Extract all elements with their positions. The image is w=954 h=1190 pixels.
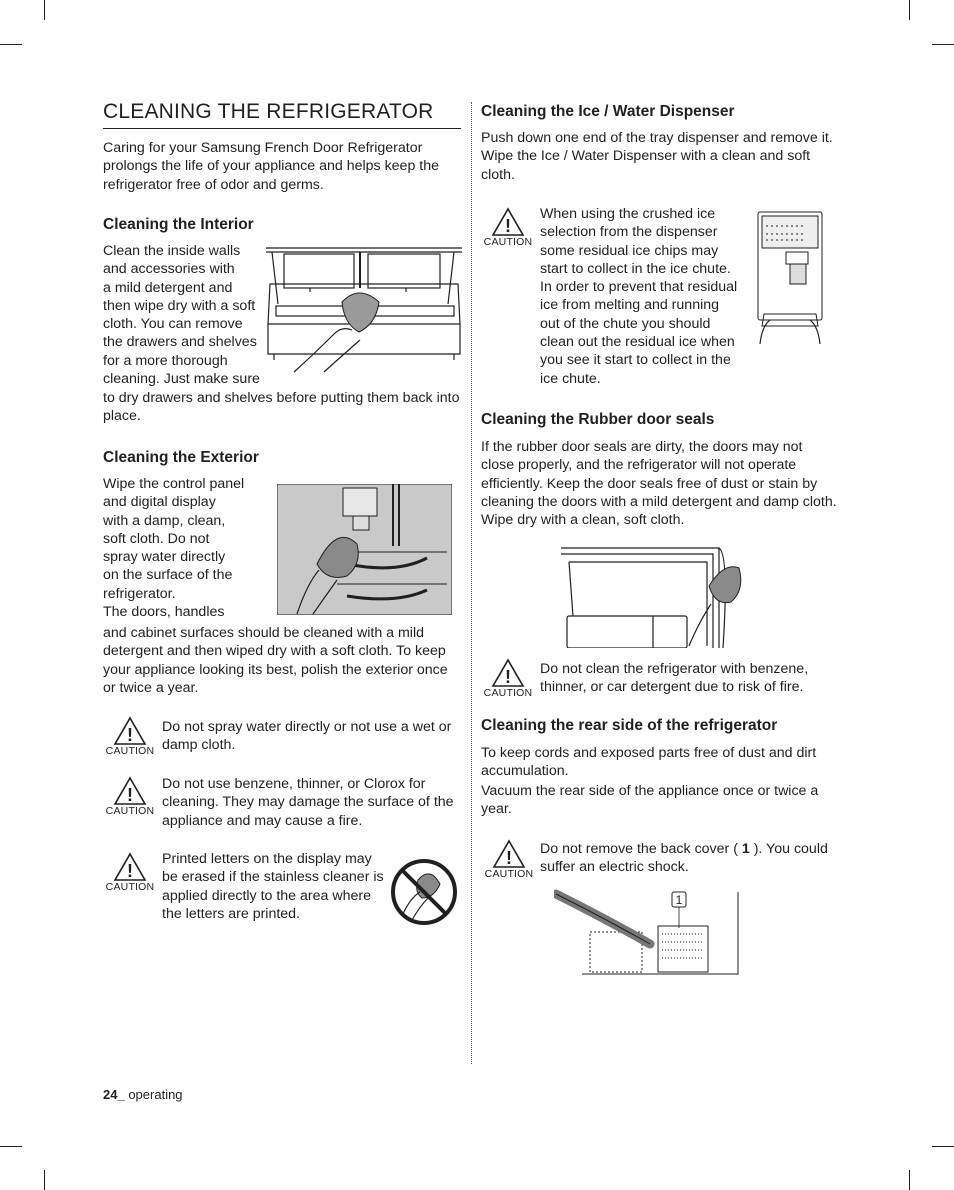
crop-mark: [932, 44, 954, 45]
caution-icon: ! CAUTION: [482, 658, 534, 698]
crop-mark: [909, 0, 910, 20]
svg-text:!: !: [506, 848, 512, 868]
svg-text:!: !: [127, 861, 133, 881]
caution-text: Do not remove the back cover ( 1 ). You could suffer an electric shock.: [540, 841, 828, 876]
caution-icon: ! CAUTION: [104, 776, 156, 816]
crop-mark: [44, 0, 45, 20]
prohibited-icon: [390, 858, 458, 926]
seals-illustration: [559, 546, 749, 648]
crop-mark: [909, 1170, 910, 1190]
page-footer: 24_ operating: [103, 1087, 183, 1102]
dispenser-text: Push down one end of the tray dispenser and remove it. Wipe the Ice / Water Dispenser with a clean and soft cloth.: [481, 130, 833, 183]
caution-icon: ! CAUTION: [482, 207, 534, 247]
caution-text: Do not clean the refrigerator with benzene, thinner, or car detergent due to risk of fire.: [540, 661, 809, 696]
interior-illustration: [264, 244, 464, 374]
exterior-illustration: [277, 484, 452, 615]
interior-text: Clean the inside walls and accessories with a mild detergent and then wipe dry with a soft cloth. You can remove the drawers and shelves for a more thorough cleaning. Just make sure: [103, 243, 260, 388]
interior-text-rest: to dry drawers and shelves before putting them back into place.: [103, 390, 460, 425]
callout-number: 1: [675, 893, 683, 907]
seals-heading: Cleaning the Rubber door seals: [481, 411, 715, 428]
exterior-heading: Cleaning the Exterior: [103, 449, 259, 466]
dispenser-illustration: [756, 210, 826, 348]
svg-text:!: !: [127, 785, 133, 805]
rear-text-1: To keep cords and exposed parts free of dust and dirt accumulation.: [481, 745, 817, 780]
crop-mark: [0, 1146, 22, 1147]
exterior-text: Wipe the control panel and digital display with a damp, clean, soft cloth. Do not spray water directly on the surface of the refrigerator. The doors, handles: [103, 476, 245, 621]
caution-icon: ! CAUTION: [483, 839, 535, 879]
column-divider: [471, 102, 472, 1064]
caution-text: Do not use benzene, thinner, or Clorox for cleaning. They may damage the surface of the appliance and may cause a fire.: [162, 776, 454, 829]
dispenser-heading: Cleaning the Ice / Water Dispenser: [481, 103, 735, 120]
crop-mark: [44, 1170, 45, 1190]
caution-text: Printed letters on the display may be erased if the stainless cleaner is applied directly to the area where the letters are printed.: [162, 851, 384, 922]
caution-text: When using the crushed ice selection from the dispenser some residual ice chips may start to collect in the ice chute. In order to prevent that residual ice from melting and running out of the chute you should clean out the residual ice when you see it start to collect in the ice chute.: [540, 206, 738, 387]
interior-heading: Cleaning the Interior: [103, 216, 254, 233]
page-title: CLEANING THE REFRIGERATOR: [103, 100, 461, 129]
svg-text:!: !: [505, 667, 511, 687]
seals-text: If the rubber door seals are dirty, the doors may not close properly, and the refrigerator will not operate efficiently. Keep the door seals free of dust or stain by cleaning the doors with a mild detergent and damp cloth. Wipe dry with a clean, soft cloth.: [481, 439, 837, 529]
crop-mark: [0, 44, 22, 45]
caution-icon: ! CAUTION: [104, 716, 156, 756]
rear-text-2: Vacuum the rear side of the appliance once or twice a year.: [481, 783, 819, 818]
caution-icon: ! CAUTION: [104, 852, 156, 892]
rear-heading: Cleaning the rear side of the refrigerator: [481, 717, 778, 734]
svg-text:!: !: [127, 725, 133, 745]
crop-mark: [932, 1146, 954, 1147]
exterior-text-rest: and cabinet surfaces should be cleaned with a mild detergent and then wiped dry with a soft cloth. To keep your appliance looking its best, polish the exterior once or twice a year.: [103, 625, 448, 696]
rear-illustration: [554, 888, 744, 978]
svg-text:!: !: [505, 216, 511, 236]
intro-text: Caring for your Samsung French Door Refrigerator prolongs the life of your appliance and helps keep the refrigerator free of odor and germs.: [103, 140, 440, 193]
caution-text: Do not spray water directly or not use a wet or damp cloth.: [162, 719, 452, 754]
